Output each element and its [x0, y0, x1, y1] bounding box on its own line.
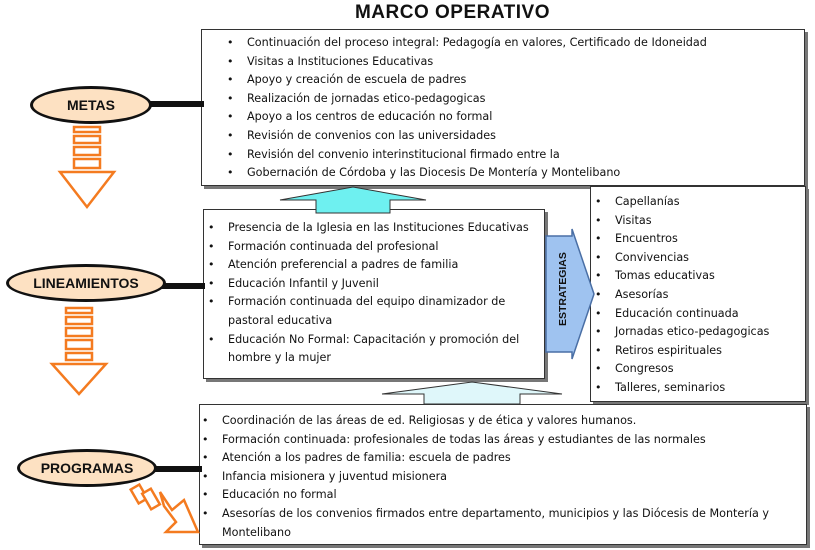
lineamientos-box [203, 209, 545, 379]
estrategias-label: ESTRATEGIAS [557, 252, 569, 326]
list-item: • Retiros espirituales [615, 342, 805, 361]
metas-list [247, 34, 804, 183]
list-item: • Formación continuada del profesional [228, 238, 536, 257]
diagram-title: MARCO OPERATIVO [354, 2, 551, 23]
list-item: • Visitas [615, 212, 805, 231]
programas-list [222, 412, 798, 542]
estrategias-box [590, 186, 806, 402]
list-item: • Capellanías [615, 193, 805, 212]
list-item: • Convivencias [615, 249, 805, 268]
metas-box [201, 29, 805, 186]
lineamientos-list [228, 219, 536, 368]
metas-down-arrow-icon [52, 125, 122, 211]
programas-box [199, 404, 807, 545]
list-item: • Gobernación de Córdoba y las Diocesis De Montería y Montelibano [247, 164, 804, 183]
up-arrow-bottom-icon [380, 381, 564, 405]
list-item: • Revisión del convenio interinstitucional firmado entre la [247, 146, 804, 165]
programas-diagonal-arrow-icon [128, 480, 208, 540]
metas-pill: METAS [30, 86, 152, 124]
list-item: • Educación Infantil y Juvenil [228, 275, 536, 294]
list-item: • Educación continuada [615, 305, 805, 324]
programas-pill: PROGRAMAS [17, 449, 157, 487]
list-item: • Continuación del proceso integral: Pedagogía en valores, Certificado de Idoneidad [247, 34, 804, 53]
list-item: • Congresos [615, 360, 805, 379]
list-item: • Infancia misionera y juventud misionera [222, 468, 798, 487]
list-item: • Asesorías [615, 286, 805, 305]
list-item: • Jornadas etico-pedagogicas [615, 323, 805, 342]
programas-connector [152, 466, 202, 472]
list-item: • Atención a los padres de familia: escuela de padres [222, 449, 798, 468]
list-item: • Talleres, seminarios [615, 379, 805, 398]
list-item: • Revisión de convenios con las universidades [247, 127, 804, 146]
list-item: • Apoyo y creación de escuela de padres [247, 71, 804, 90]
list-item: • Formación continuada: profesionales de todas las áreas y estudiantes de las normales [222, 431, 798, 450]
list-item: • Educación No Formal: Capacitación y promoción del hombre y la mujer [228, 331, 536, 368]
lineamientos-down-arrow-icon [44, 306, 114, 396]
up-arrow-top-icon [278, 186, 428, 214]
list-item: • Apoyo a los centros de educación no formal [247, 108, 804, 127]
list-item: • Realización de jornadas etico-pedagogicas [247, 90, 804, 109]
list-item: • Tomas educativas [615, 267, 805, 286]
list-item: • Encuentros [615, 230, 805, 249]
list-item: • Asesorías de los convenios firmados entre departamento, municipios y las Diócesis de Montería y Montelibano [222, 505, 798, 542]
list-item: • Presencia de la Iglesia en las Instituciones Educativas [228, 219, 536, 238]
lineamientos-pill: LINEAMIENTOS [6, 264, 166, 302]
list-item: • Educación no formal [222, 486, 798, 505]
list-item: • Atención preferencial a padres de familia [228, 256, 536, 275]
estrategias-arrow-icon [544, 228, 596, 360]
list-item: • Formación continuada del equipo dinamizador de pastoral educativa [228, 293, 536, 330]
estrategias-list [615, 193, 805, 398]
list-item: • Visitas a Instituciones Educativas [247, 53, 804, 72]
list-item: • Coordinación de las áreas de ed. Religiosas y de ética y valores humanos. [222, 412, 798, 431]
